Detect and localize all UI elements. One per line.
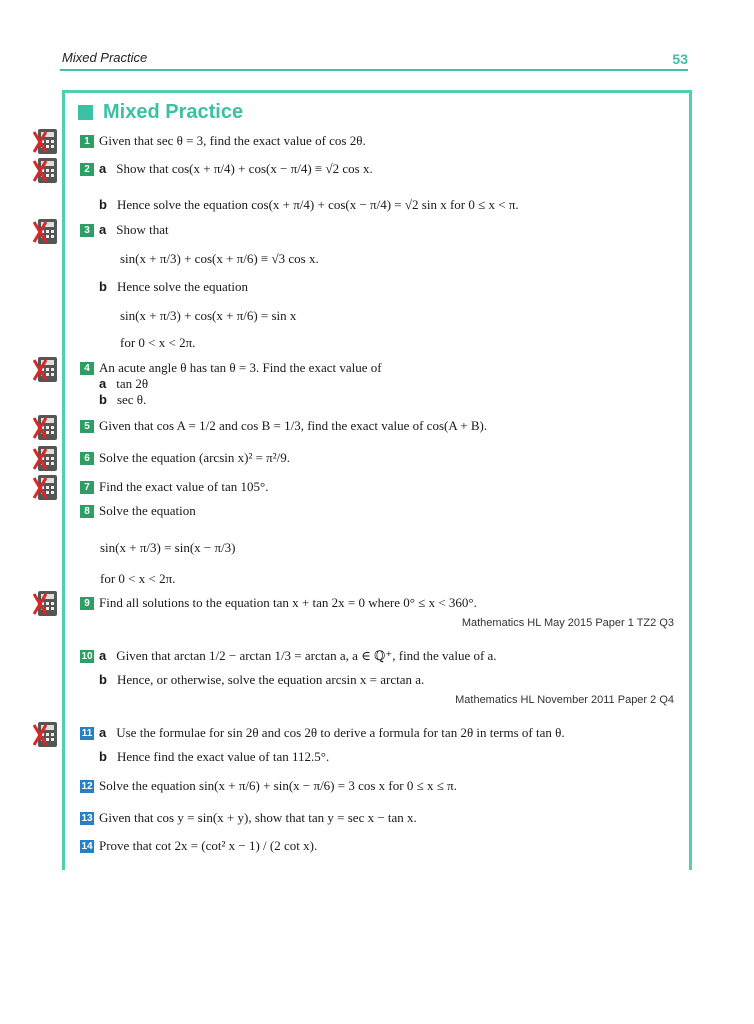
no-calculator-icon [33,218,59,245]
question-text: Hence solve the equation [116,279,248,294]
question-10a [80,648,497,664]
question-11a [80,725,565,741]
part-label: b [99,749,107,764]
no-calculator-icon [33,590,59,617]
part-label: b [99,672,107,687]
page-number: 53 [672,51,688,67]
range-text: for 0 < x < 2π. [120,335,196,350]
question-text: Show that [116,222,169,237]
question-number: 7 [80,481,94,494]
question-13 [80,810,417,826]
equation: sin(x + π/3) + cos(x + π/6) = sin x [120,308,297,323]
question-8 [80,503,196,519]
equation: sin(x + π/3) = sin(x − π/3) [100,540,236,555]
question-text: tan 2θ [116,376,149,391]
section-heading [78,101,243,124]
question-6 [80,450,290,466]
part-label: a [99,222,107,237]
question-text: An acute angle θ has tan θ = 3. Find the exact value of [99,360,382,375]
question-9 [80,595,477,611]
question-text: Use the formulae for sin 2θ and cos 2θ to derive a formula for tan 2θ in terms of tan θ. [116,725,565,740]
question-number: 12 [81,781,93,792]
part-label: a [99,161,107,176]
section-marker [78,105,93,120]
part-label: b [99,197,107,212]
question-4 [80,360,382,376]
question-number: 3 [80,224,94,237]
question-3b [99,279,248,295]
no-calculator-icon [33,474,59,501]
no-calculator-icon [33,414,59,441]
question-10b [99,672,424,688]
question-text: Find the exact value of tan 105°. [99,479,269,494]
question-text: Solve the equation sin(x + π/6) + sin(x − π/6) = 3 cos x for 0 ≤ x ≤ π. [99,778,457,793]
source-citation: Mathematics HL May 2015 Paper 1 TZ2 Q3 [461,617,674,629]
question-number: 8 [80,505,94,518]
question-4b [99,392,146,408]
running-header-title: Mixed Practice [62,50,148,65]
equation: sin(x + π/3) + cos(x + π/6) ≡ √3 cos x. [120,251,319,266]
question-text: Solve the equation [99,503,196,518]
section-title: Mixed Practice [103,101,244,123]
question-1 [80,133,366,149]
question-number: 10 [81,651,93,662]
question-number: 6 [80,452,94,465]
part-label: b [99,392,107,407]
question-text: Given that cos A = 1/2 and cos B = 1/3, find the exact value of cos(A + B). [99,418,488,433]
question-text: Hence solve the equation cos(x + π/4) + cos(x − π/4) = √2 sin x for 0 ≤ x < π. [116,197,519,212]
no-calculator-icon [33,721,59,748]
question-number: 9 [80,597,94,610]
part-label: a [99,648,107,663]
question-number: 1 [80,135,94,148]
question-14 [80,838,317,854]
question-number: 11 [81,728,93,739]
question-number: 14 [81,841,93,852]
question-text: sec θ. [116,392,147,407]
question-text: Find all solutions to the equation tan x + tan 2x = 0 where 0° ≤ x < 360°. [99,595,477,610]
question-7 [80,479,268,495]
question-text: Hence, or otherwise, solve the equation arcsin x = arctan a. [116,672,425,687]
part-label: a [99,376,107,391]
header-rule [60,69,688,71]
question-number: 2 [80,163,94,176]
source-citation: Mathematics HL November 2011 Paper 2 Q4 [455,694,674,706]
question-number: 13 [81,813,93,824]
question-text: Given that sec θ = 3, find the exact value of cos 2θ. [99,133,366,148]
question-number: 5 [80,420,94,433]
question-text: Given that cos y = sin(x + y), show that tan y = sec x − tan x. [99,810,417,825]
question-2a [80,161,373,177]
no-calculator-icon [33,157,59,184]
question-2b [99,197,519,213]
part-label: b [99,279,107,294]
no-calculator-icon [33,128,59,155]
question-12 [80,778,457,794]
no-calculator-icon [33,356,59,383]
question-text: Show that cos(x + π/4) + cos(x − π/4) ≡ √2 cos x. [116,161,373,176]
question-text: Given that arctan 1/2 − arctan 1/3 = arctan a, a ∈ ℚ⁺, find the value of a. [116,648,497,663]
question-text: Solve the equation (arcsin x)² = π²/9. [99,450,291,465]
question-text: Prove that cot 2x = (cot² x − 1) / (2 cot x). [99,838,318,853]
question-text: Hence find the exact value of tan 112.5°. [116,749,330,764]
question-11b [99,749,329,765]
question-5 [80,418,487,434]
question-number: 4 [80,362,94,375]
question-3a [80,222,169,238]
question-4a [99,376,148,392]
no-calculator-icon [33,445,59,472]
range-text: for 0 < x < 2π. [100,571,176,586]
part-label: a [99,725,107,740]
